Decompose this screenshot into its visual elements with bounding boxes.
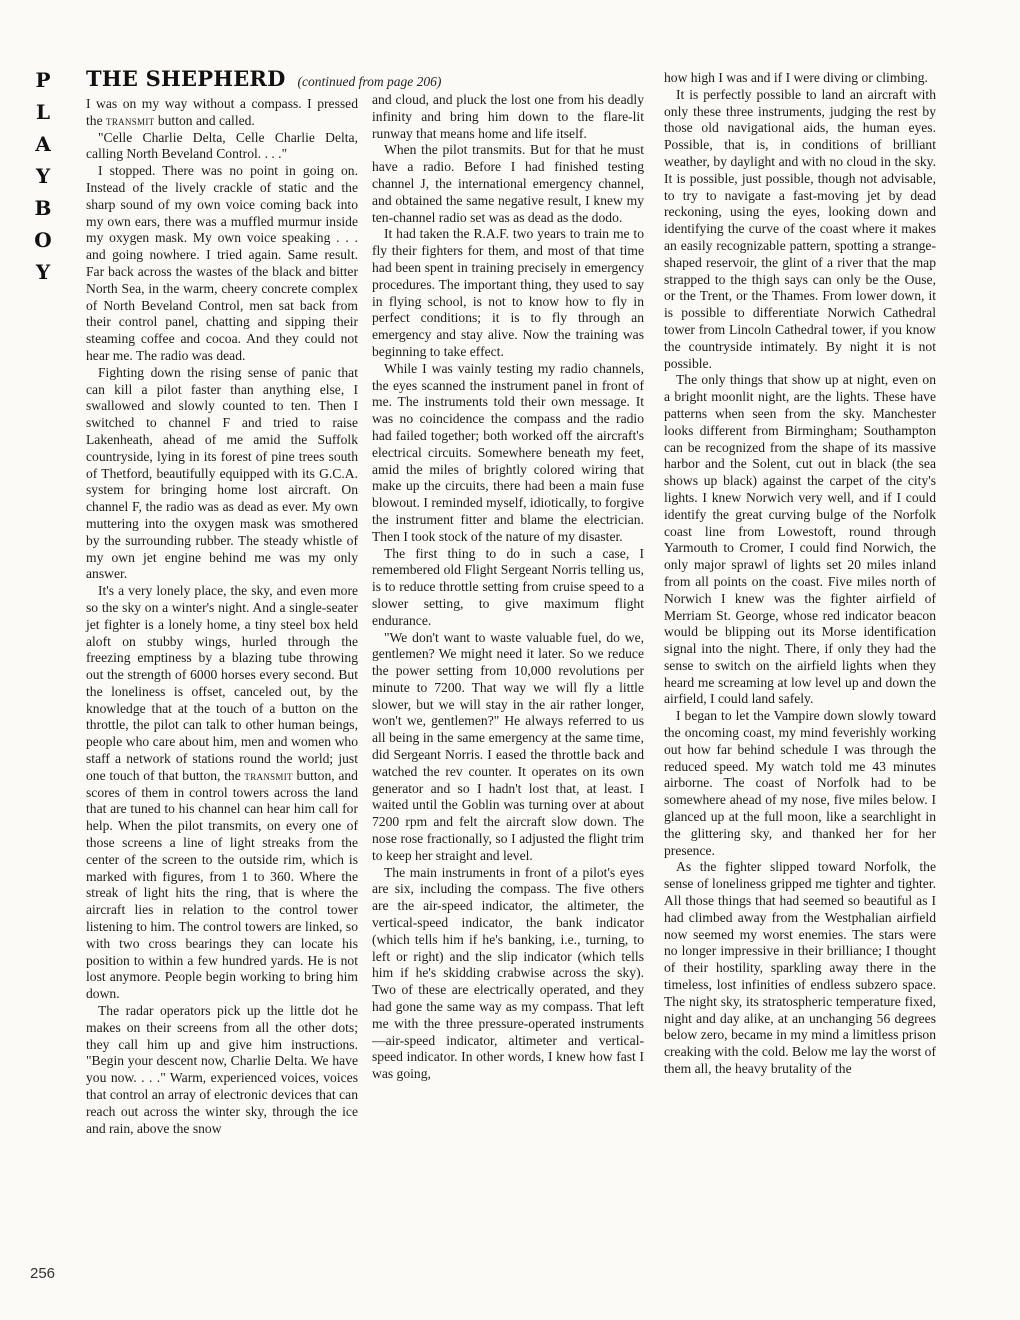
smallcaps-run: transmit	[244, 768, 293, 783]
text-run: It had taken the R.A.F. two years to train me to fly their fighters for them, and most of that time had been spent in training precisely in emergency procedures. The important thing, they used to say in flying school, is not to know how to fly in perfect conditions; it is to fly through an emergency and stay alive. Now the training was beginning to take effect.	[372, 226, 644, 359]
paragraph	[372, 546, 644, 630]
text-run: I stopped. There was no point in going on. Instead of the lively crackle of static and the sharp sound of my own voice coming back into my own ears, there was a muffled murmur inside my oxygen mask. My own voice speaking . . . and going nowhere. I tried again. Same result. Far back across the wastes of the black and bitter North Sea, in the warm, cheery concrete complex of North Beveland Control, men sat back from their control panel, chatting and sipping their steaming coffee and cocoa. And they could not hear me. The radio was dead.	[86, 163, 358, 363]
text-run: When the pilot transmits. But for that he must have a radio. Before I had finished testing channel J, the international emergency channel, and obtained the same negative result, I knew my ten-channel radio set was as dead as the dodo.	[372, 142, 644, 225]
text-run: It's a very lonely place, the sky, and even more so the sky on a winter's night. And a single-seater jet fighter is a lonely home, a tiny steel box held aloft on stubby wings, hurled through the freezing emptiness by a blazing tube throwing out the strength of 6000 horses every second. But the loneliness is offset, canceled out, by the knowledge that at the touch of a button on the throttle, the pilot can talk to other human beings, people who care about him, men and women who staff a network of stations round the world; just one touch of that button, the	[86, 583, 358, 783]
text-run: how high I was and if I were diving or climbing.	[664, 70, 928, 85]
continued-note: (continued from page 206)	[297, 74, 442, 89]
page-number: 256	[30, 1265, 56, 1282]
article-title: THE SHEPHERD	[86, 66, 286, 91]
paragraph	[664, 708, 936, 859]
text-run: Fighting down the rising sense of panic that can kill a pilot faster than anything else, I swallowed and slowly counted to ten. Then I switched to channel F and tried to raise Lakenheath, ahead of me amid the Suffolk countryside, lying in its forest of pine trees south of Thetford, beautifully equipped with its G.C.A. system for bringing home lost aircraft. On channel F, the radio was as dead as ever. My own muttering into the oxygen mask was smothered by the surrounding rubber. The steady whistle of my own jet engine behind me was my only answer.	[86, 364, 358, 582]
text-run: "Celle Charlie Delta, Celle Charlie Delta, calling North Beveland Control. . . ."	[86, 129, 358, 162]
text-run: The only things that show up at night, even on a bright moonlit night, are the lights. These have patterns when seen from the sky. Manchester looks different from Birmingham; Southampton can be recognized from the shape of its massive harbor and the Solent, cut out in black (the sea shows up black) against the carpet of the city's lights. I knew Norwich very well, and if I could identify the great curving bulge of the Norfolk coast line from Lowestoft, round through Yarmouth to Cromer, I could find Norwich, the only major sprawl of lights set 20 miles inland from all points on the coast. Five miles north of Norwich I knew was the fighter airfield of Merriam St. George, whose red indicator beacon would be blipping out its Morse identification signal into the night. There, if only they had the sense to switch on the airfield lights when they heard me screaming at low level up and down the airfield, I could land safely.	[664, 372, 936, 707]
text-run: I began to let the Vampire down slowly toward the oncoming coast, my mind feverishly working out how far behind schedule I was through the reduced speed. My watch told me 43 minutes airborne. The coast of Norfolk had to be somewhere ahead of my nose, five miles below. I glanced up at the full moon, like a searchlight in the glittering sky, and thanked her for her presence.	[664, 708, 936, 858]
article-heading	[86, 66, 441, 91]
paragraph	[86, 130, 358, 164]
paragraph	[664, 372, 936, 708]
text-run: button and called.	[154, 112, 255, 128]
text-column-1	[86, 96, 358, 1137]
text-run: While I was vainly testing my radio channels, the eyes scanned the instrument panel in front of me. The instruments told their own message. It was no coincidence the compass and the radio had failed together; both worked off the aircraft's electrical circuits. Somewhere beneath my feet, amid the miles of brightly colored wiring that make up the circuits, there had been a main fuse blowout. I reminded myself, idiotically, to forgive the instrument fitter and blame the electrician. Then I took stock of the nature of my disaster.	[372, 360, 644, 544]
paragraph	[86, 96, 358, 130]
magazine-masthead	[26, 64, 60, 288]
masthead-letter: L	[35, 100, 51, 124]
paragraph	[664, 87, 936, 373]
text-run: I was on my way without a compass. I pressed the	[86, 96, 358, 128]
paragraph	[372, 92, 644, 142]
paragraph	[372, 226, 644, 360]
masthead-letter: B	[34, 196, 52, 220]
text-run: "We don't want to waste valuable fuel, do we, gentlemen? We might need it later. So we reduce the power setting from 10,000 revolutions per minute to 7200. That way we will fly a little slower, but we will stay in the air rather longer, won't we, gentlemen?" He always referred to us all being in the same emergency at the same time, did Sergeant Norris. I eased the throttle back and watched the rev counter. It operates on its own generator and so I hadn't lost that, at least. I waited until the Goblin was turning over at about 7200 rpm and felt the aircraft slow down. The nose rose fractionally, so I adjusted the flight trim to keep her straight and level.	[372, 629, 644, 863]
paragraph	[664, 70, 936, 87]
paragraph	[372, 361, 644, 546]
paragraph	[372, 630, 644, 865]
text-run: As the fighter slipped toward Norfolk, the sense of loneliness gripped me tighter and tighter. All those things that had seemed so beautiful as I had climbed away from the Westphalian airfield now seemed my worst enemies. The stars were no longer impressive in their brilliance; I thought of their hostility, sparkling away there in the timeless, lost infinities of endless subzero space. The night sky, its stratospheric temperature fixed, night and day alike, at an unchanging 56 degrees below zero, became in my mind a limitless prison creaking with the cold. Below me lay the worst of them all, the heavy brutality of the	[664, 859, 936, 1077]
paragraph	[86, 163, 358, 365]
masthead-letter: Y	[35, 164, 51, 188]
text-run: It is perfectly possible to land an aircraft with only these three instruments, judging the rest by those old navigational aids, the human eyes. Possible, that is, in conditions of brilliant weather, by daylight and with no cloud in the sky. It is possible, just possible, though not advisable, to try to navigate a fast-moving jet by dead reckoning, using the eyes, looking down and identifying the curve of the coast where it makes an easily recognizable pattern, spotting a strange-shaped reservoir, the glint of a river that the map strapped to the thigh says can only be the Ouse, or the Trent, or the Thames. From lower down, it is possible to differentiate Norwich Cathedral tower from Lincoln Cathedral tower, if you know the countryside intimately. By night it is not possible.	[664, 86, 936, 371]
paragraph	[372, 142, 644, 226]
text-run: The radar operators pick up the little dot he makes on their screens from all the other dots; they call him up and give him instructions. "Begin your descent now, Charlie Delta. We have you now. . . ." Warm, experienced voices, voices that control an array of electronic devices that can reach out across the winter sky, through the ice and rain, above the snow	[86, 1003, 358, 1136]
paragraph	[664, 859, 936, 1077]
masthead-letter: A	[35, 132, 51, 156]
text-run: button, and scores of them in control towers across the land that are tuned to his channel can hear him call for help. When the pilot transmits, on every one of those screens a line of light streaks from the center of the screen to the outside rim, which is marked with figures, from 1 to 360. Where the streak of light hits the ring, that is where the aircraft lies in relation to the control tower listening to him. The control towers are linked, so with two cross bearings they can locate his position to within a few hundred yards. He is not lost anymore. People begin working to bring him down.	[86, 767, 358, 1002]
smallcaps-run: transmit	[106, 113, 155, 128]
masthead-letter: Y	[35, 260, 51, 284]
paragraph	[86, 365, 358, 583]
masthead-letter: O	[34, 228, 52, 252]
paragraph	[86, 1003, 358, 1137]
paragraph	[372, 865, 644, 1083]
text-column-2	[372, 92, 644, 1083]
masthead-letter: P	[35, 68, 51, 92]
text-run: The main instruments in front of a pilot's eyes are six, including the compass. The five others are the air-speed indicator, the altimeter, the vertical-speed indicator, the bank indicator (which tells him if he's banking, i.e., turning, to left or right) and the slip indicator (which tells him if he's skidding crabwise across the sky). Two of these are electrically operated, and they had gone the same way as my compass. That left me with the three pressure-operated instruments—air-speed indicator, altimeter and vertical-speed indicator. In other words, I knew how fast I was going,	[372, 864, 644, 1082]
paragraph	[86, 583, 358, 1003]
text-column-3	[664, 70, 936, 1078]
text-run: The first thing to do in such a case, I remembered old Flight Sergeant Norris telling us, is to reduce throttle setting from cruise speed to a slower setting, to give maximum flight endurance.	[372, 545, 644, 628]
text-run: and cloud, and pluck the lost one from his deadly infinity and bring him down to the flare-lit runway that means home and life itself.	[372, 92, 644, 141]
